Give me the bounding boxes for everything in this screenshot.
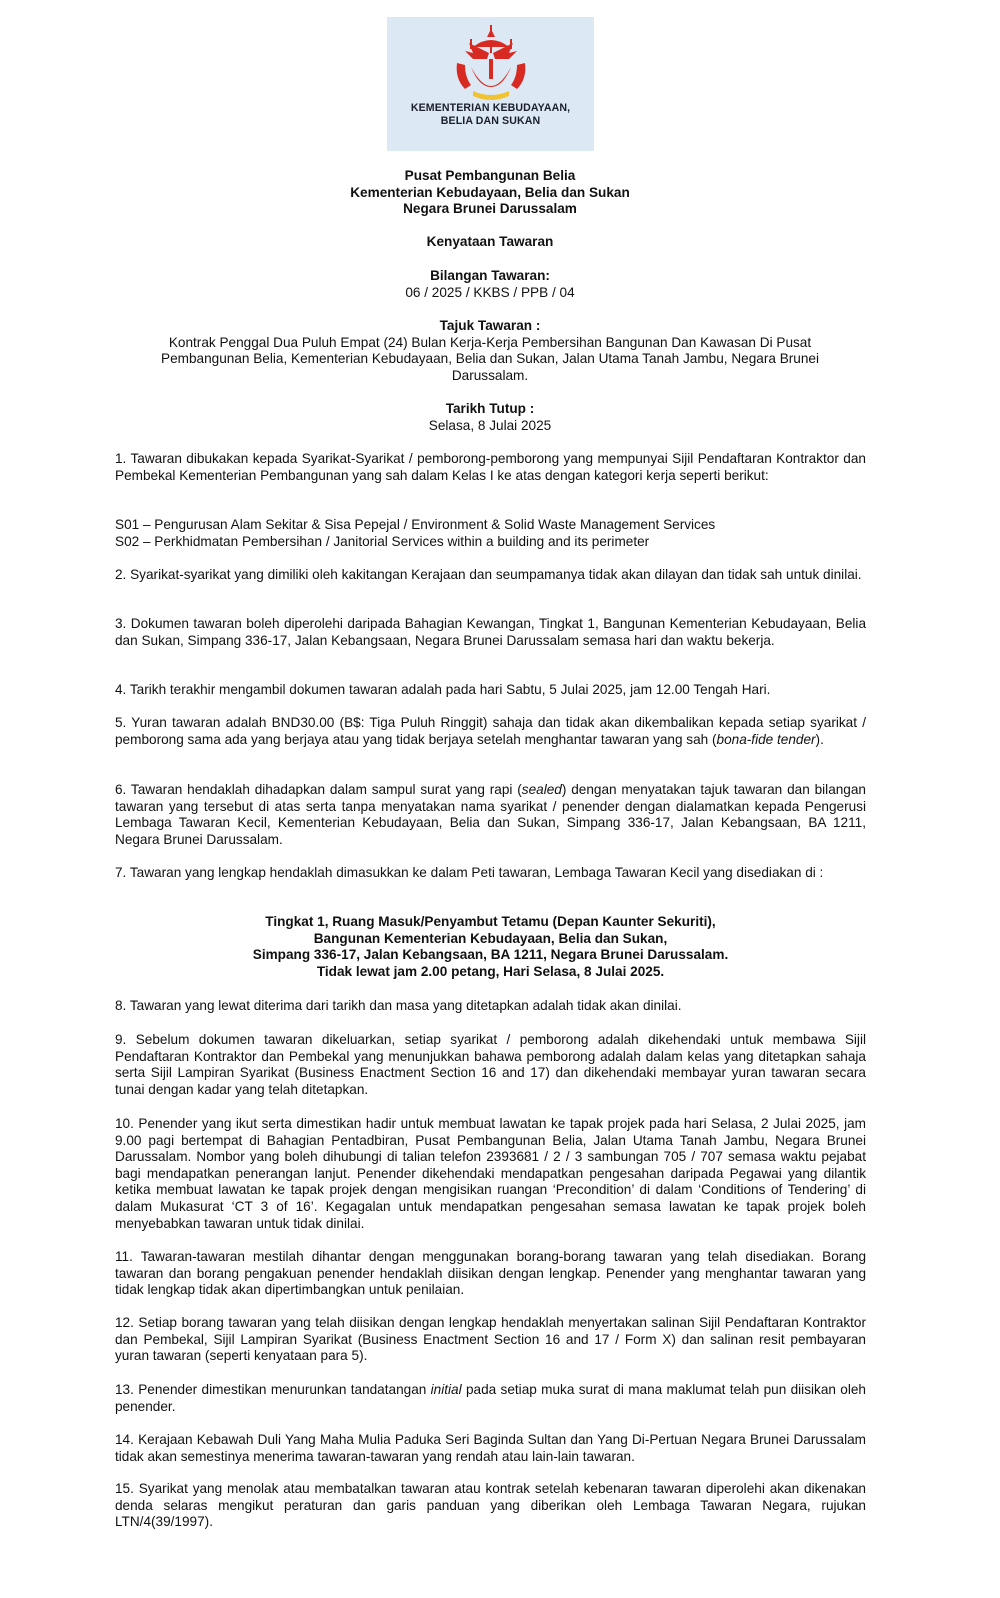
paragraph-6-part-b: ) dengan menyatakan tajuk tawaran dan bilangan tawaran yang tersebut di atas serta tanpa menyatakan nama syarikat / penender dengan dialamatkan kepada Pengerusi Lembaga Tawaran Kecil, Kementerian Kebudayaan, Belia dan Sukan, Simpang 336-17, Jalan Kebangsaan, BA 1211, Negara Brunei Darussalam.: [115, 782, 866, 847]
tender-number-value: 06 / 2025 / KKBS / PPB / 04: [405, 284, 575, 300]
tender-title-line-3: Darussalam.: [451, 367, 529, 383]
tender-title-block: [115, 318, 865, 384]
paragraph-9: [115, 1032, 866, 1098]
header-line-3: Negara Brunei Darussalam: [403, 201, 577, 217]
category-s02: S02 – Perkhidmatan Pembersihan / Janitorial Services within a building and its perimeter: [115, 533, 650, 549]
tender-number-label: Bilangan Tawaran:: [430, 268, 550, 283]
header-line-1: Pusat Pembangunan Belia: [404, 168, 576, 183]
paragraph-5-part-a: 5. Yuran tawaran adalah BND30.00 (B$: Tiga Puluh Ringgit) sahaja dan tidak akan dikembalikan kepada setiap syarikat / pemborong sama ada yang berjaya atau yang tidak berjaya setelah menghantar tawaran yang sah (: [115, 715, 866, 747]
ministry-logo-line1: KEMENTERIAN KEBUDAYAAN,: [410, 102, 571, 114]
brunei-crest-icon: [443, 23, 539, 107]
paragraph-4-text: 4. Tarikh terakhir mengambil dokumen tawaran adalah pada hari Sabtu, 5 Julai 2025, jam 12.00 Tengah Hari.: [115, 682, 771, 697]
paragraph-7: [115, 865, 866, 882]
paragraph-3: [115, 616, 866, 649]
paragraph-14-text: 14. Kerajaan Kebawah Duli Yang Maha Mulia Paduka Seri Baginda Sultan dan Yang Di-Pertuan Negara Brunei Darussalam tidak akan semestinya menerima tawaran-tawaran yang rendah atau lain-lain tawaran.: [115, 1432, 866, 1464]
paragraph-5-italic: bona-fide tender: [716, 731, 816, 747]
tender-number-block: [115, 268, 865, 301]
paragraph-9-text: 9. Sebelum dokumen tawaran dikeluarkan, setiap syarikat / pemborong adalah dikehendaki untuk membawa Sijil Pendaftaran Kontraktor dan Pembekal yang menunjukkan bahawa pemborong adalah dalam kelas yang ditetapkan sahaja serta Sijil Lampiran Syarikat (Business Enactment Section 16 and 17) dan dikehendaki membayar yuran tawaran secara tunai dengan kadar yang telah ditetapkan.: [115, 1032, 866, 1097]
paragraph-10: [115, 1116, 866, 1232]
ministry-logo-text: [387, 102, 594, 127]
paragraph-12-text: 12. Setiap borang tawaran yang telah diisikan dengan lengkap hendaklah menyertakan salinan Sijil Pendaftaran Kontraktor dan Pembekal, Sijil Lampiran Syarikat (Business Enactment Section 16 and 17 / Form X) dan salinan resit pembayaran yuran tawaran (seperti kenyataan para 5).: [115, 1315, 866, 1364]
paragraph-5: [115, 715, 866, 748]
address-line-3: Simpang 336-17, Jalan Kebangsaan, BA 1211, Negara Brunei Darussalam.: [252, 947, 729, 963]
ministry-logo-line2: BELIA DAN SUKAN: [440, 114, 541, 127]
paragraph-6-text: [115, 782, 866, 848]
paragraph-11: [115, 1249, 866, 1299]
paragraph-11-text: 11. Tawaran-tawaran mestilah dihantar dengan menggunakan borang-borang tawaran yang telah disediakan. Borang tawaran dan borang pengakuan penender hendaklah diisikan dengan lengkap. Penender yang menghantar tawaran yang tidak lengkap tidak akan dipertimbangkan untuk penilaian.: [115, 1249, 866, 1298]
paragraph-6-part-a: 6. Tawaran hendaklah dihadapkan dalam sampul surat yang rapi (: [115, 782, 522, 797]
address-line-2: Bangunan Kementerian Kebudayaan, Belia dan Sukan,: [313, 930, 668, 946]
paragraph-14: [115, 1432, 866, 1465]
header-line-2: Kementerian Kebudayaan, Belia dan Sukan: [350, 184, 630, 200]
paragraph-12: [115, 1315, 866, 1365]
paragraph-6-italic: sealed: [521, 782, 562, 797]
tender-title-label: Tajuk Tawaran :: [439, 318, 541, 333]
paragraph-4: [115, 682, 866, 699]
paragraph-13-part-a: 13. Penender dimestikan menurunkan tandatangan: [115, 1382, 431, 1397]
paragraph-8: [115, 998, 866, 1015]
submission-address: [115, 914, 866, 980]
paragraph-6: [115, 782, 866, 848]
address-line-1: Tingkat 1, Ruang Masuk/Penyambut Tetamu (Depan Kaunter Sekuriti),: [265, 914, 716, 929]
closing-date-block: [115, 401, 865, 434]
paragraph-3-text: 3. Dokumen tawaran boleh diperolehi daripada Bahagian Kewangan, Tingkat 1, Bangunan Kementerian Kebudayaan, Belia dan Sukan, Simpang 336-17, Jalan Kebangsaan, Negara Brunei Darussalam semasa hari dan waktu bekerja.: [115, 616, 866, 648]
paragraph-1: [115, 451, 866, 484]
paragraph-2: [115, 567, 866, 584]
paragraph-15: [115, 1481, 866, 1531]
paragraph-8-text: 8. Tawaran yang lewat diterima dari tarikh dan masa yang ditetapkan adalah tidak akan dinilai.: [115, 998, 682, 1013]
tender-title-line-1: Kontrak Penggal Dua Puluh Empat (24) Bulan Kerja-Kerja Pembersihan Bangunan Dan Kawasan Di Pusat: [168, 334, 812, 350]
tender-title-line-2: Pembangunan Belia, Kementerian Kebudayaan, Belia dan Sukan, Jalan Utama Tanah Jambu, Negara Brunei: [161, 351, 819, 367]
paragraph-15-text: 15. Syarikat yang menolak atau membatalkan tawaran atau kontrak setelah kebenaran tawaran diperolehi akan dikenakan denda selaras mengikut peraturan dan garis panduan yang diberikan oleh Lembaga Tawaran Negara, rujukan LTN/4(39/1997).: [115, 1481, 866, 1530]
ministry-logo: [387, 17, 594, 151]
paragraph-10-text: 10. Penender yang ikut serta dimestikan hadir untuk membuat lawatan ke tapak projek pada hari Selasa, 2 Julai 2025, jam 9.00 pagi bertempat di Bahagian Pentadbiran, Pusat Pembangunan Belia, Jalan Utama Tanah Jambu, Negara Brunei Darussalam. Nombor yang boleh dihubungi di talian telefon 2393681 / 2 / 3 sambungan 705 / 707 semasa waktu pejabat bagi mendapatkan penerangan lanjut. Penender dikehendaki mendapatkan pengesahan daripada Pegawai yang dilantik ketika membuat lawatan ke tapak projek dengan mengisikan ruangan ‘Precondition’ di dalam ‘Conditions of Tendering’ di dalam Mukasurat ‘CT 3 of 16’. Kegagalan untuk mendapatkan pengesahan semasa lawatan ke tapak projek boleh menyebabkan tawaran untuk tidak dinilai.: [115, 1116, 866, 1231]
paragraph-5-part-b: ).: [815, 731, 824, 747]
paragraph-5-text: [115, 715, 866, 748]
closing-date-value: Selasa, 8 Julai 2025: [428, 417, 552, 433]
category-s01: S01 – Pengurusan Alam Sekitar & Sisa Pepejal / Environment & Solid Waste Management Services: [115, 517, 716, 532]
notice-title: Kenyataan Tawaran: [426, 234, 554, 249]
paragraph-13-part-b: pada setiap muka surat di mana maklumat telah pun diisikan oleh penender.: [115, 1382, 866, 1414]
work-categories: [115, 517, 866, 550]
paragraph-2-text: 2. Syarikat-syarikat yang dimiliki oleh kakitangan Kerajaan dan seumpamanya tidak akan dilayan dan tidak sah untuk dinilai.: [115, 567, 862, 582]
organization-header: [115, 168, 865, 218]
paragraph-7-text: 7. Tawaran yang lengkap hendaklah dimasukkan ke dalam Peti tawaran, Lembaga Tawaran Kecil yang disediakan di :: [115, 865, 824, 880]
closing-date-label: Tarikh Tutup :: [445, 401, 535, 416]
paragraph-13-text: [115, 1382, 866, 1415]
address-line-4: Tidak lewat jam 2.00 petang, Hari Selasa, 8 Julai 2025.: [316, 963, 665, 979]
paragraph-13-italic: initial: [430, 1382, 462, 1397]
paragraph-13: [115, 1382, 866, 1415]
paragraph-1-text: 1. Tawaran dibukakan kepada Syarikat-Syarikat / pemborong-pemborong yang mempunyai Sijil Pendaftaran Kontraktor dan Pembekal Kementerian Pembangunan yang sah dalam Kelas I ke atas dengan kategori kerja seperti berikut:: [115, 451, 866, 483]
